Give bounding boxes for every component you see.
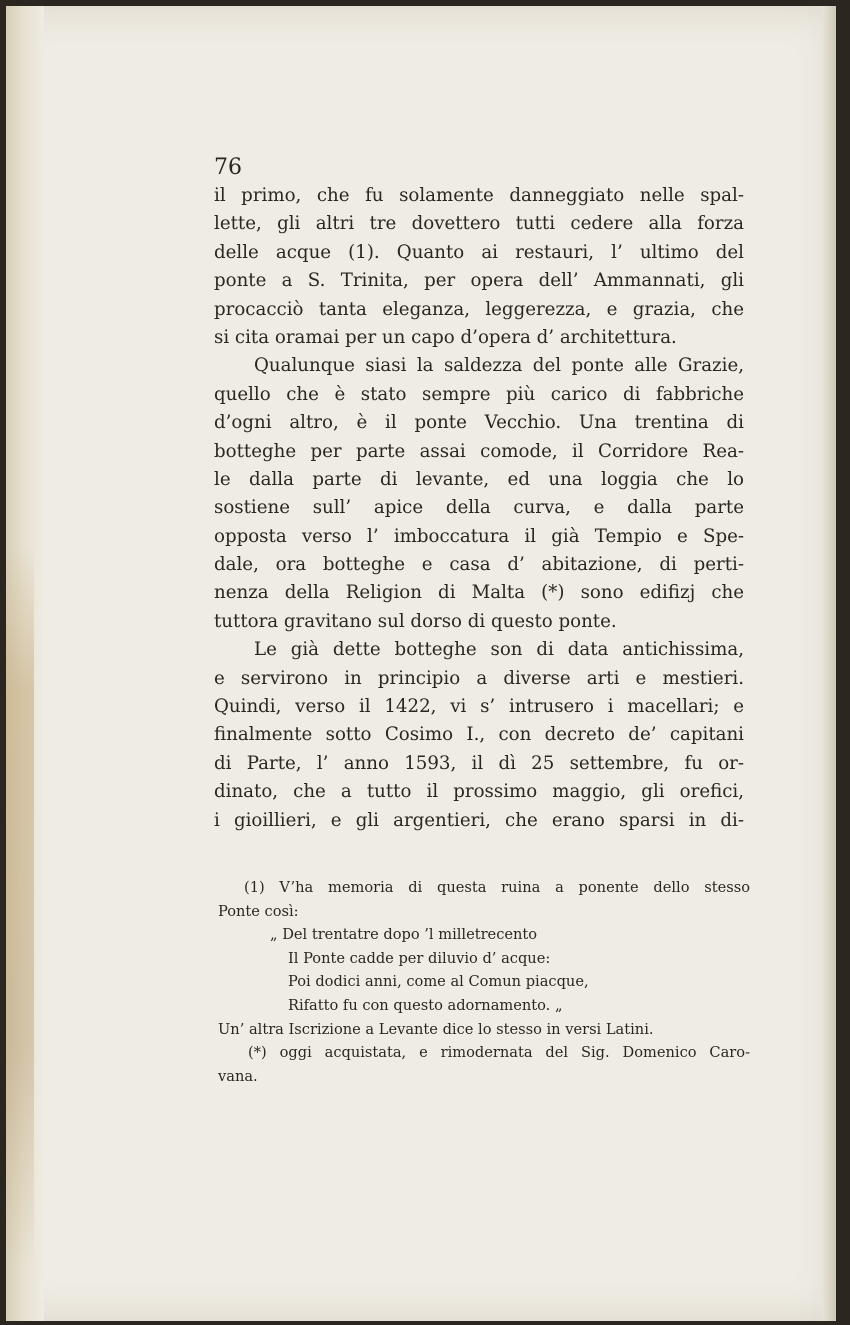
footnote-line: „ Del trentatre dopo ’l milletrecento	[270, 926, 538, 944]
body-line: delle acque (1). Quanto ai restauri, l’ ultimo del	[214, 241, 744, 263]
footnote-line: (1) V’ha memoria di questa ruina a ponente dello stesso	[244, 879, 750, 896]
body-line: Qualunque siasi la saldezza del ponte alle Grazie,	[254, 355, 744, 377]
body-line: botteghe per parte assai comode, il Corridore Rea-	[214, 440, 744, 462]
body-line: Quindi, verso il 1422, vi s’ intrusero i macellari; e	[214, 696, 744, 718]
body-line: tuttora gravitano sul dorso di questo ponte.	[214, 610, 617, 632]
footnote-line: vana.	[218, 1067, 258, 1085]
footnote-line: Il Ponte cadde per diluvio d’ acque:	[288, 949, 551, 967]
body-line: e servirono in principio a diverse arti e mestieri.	[214, 667, 744, 689]
footnote-line: Ponte così:	[218, 902, 299, 920]
body-line: nenza della Religion di Malta (*) sono edifizj che	[214, 582, 744, 604]
footnotes	[218, 876, 750, 1088]
body-line: di Parte, l’ anno 1593, il dì 25 settembre, fu or-	[214, 752, 744, 774]
body-line: dale, ora botteghe e casa d’ abitazione, di perti-	[214, 554, 744, 576]
footnote-line: (*) oggi acquistata, e rimodernata del Sig. Domenico Caro-	[248, 1044, 750, 1062]
body-line: d’ogni altro, è il ponte Vecchio. Una trentina di	[214, 412, 744, 434]
body-line: lette, gli altri tre dovettero tutti cedere alla forza	[214, 213, 744, 235]
body-line: finalmente sotto Cosimo I., con decreto de’ capitani	[214, 724, 744, 746]
body-paragraphs	[214, 182, 744, 835]
body-line: le dalla parte di levante, ed una loggia che lo	[214, 468, 744, 490]
body-line: si cita oramai per un capo d’opera d’ architettura.	[214, 326, 677, 348]
body-line: Le già dette botteghe son di data antichissima,	[254, 639, 744, 661]
body-line: opposta verso l’ imboccatura il già Tempio e Spe-	[214, 525, 744, 547]
footnote-line: Poi dodici anni, come al Comun piacque,	[288, 973, 589, 991]
body-line: i gioillieri, e gli argentieri, che erano sparsi in di-	[214, 809, 744, 831]
body-line: il primo, che fu solamente danneggiato nelle spal-	[214, 185, 744, 206]
page-stain	[6, 546, 34, 1266]
page-right-edge	[822, 6, 836, 1321]
footnote-line: Rifatto fu con questo adornamento. „	[288, 996, 563, 1014]
page-number: 76	[214, 155, 242, 180]
body-line: ponte a S. Trinita, per opera dell’ Ammannati, gli	[214, 270, 744, 292]
body-line: procacciò tanta eleganza, leggerezza, e grazia, che	[214, 298, 744, 320]
body-line: dinato, che a tutto il prossimo maggio, gli orefici,	[214, 781, 744, 803]
footnote-line: Un’ altra Iscrizione a Levante dice lo stesso in versi Latini.	[218, 1020, 654, 1038]
body-line: quello che è stato sempre più carico di fabbriche	[214, 383, 744, 405]
body-line: sostiene sull’ apice della curva, e dalla parte	[214, 497, 744, 519]
main-text	[214, 156, 744, 835]
